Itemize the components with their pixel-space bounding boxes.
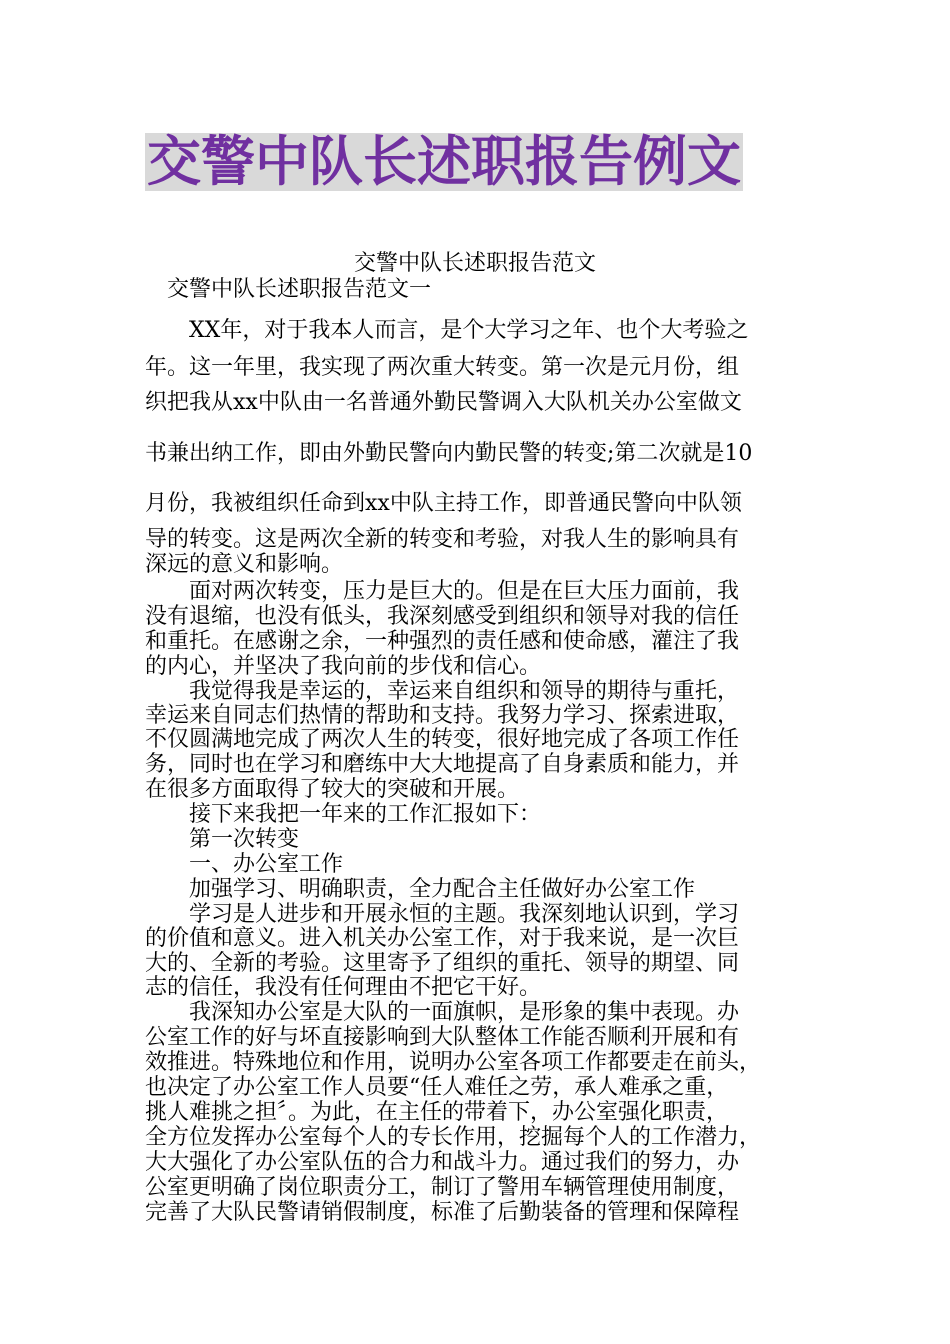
paragraph-line: XX年，对于我本人而言，是个大学习之年、也个大考验之	[189, 318, 749, 343]
paragraph-line: 公室更明确了岗位职责分工，制订了警用车辆管理使用制度，	[145, 1175, 740, 1200]
paragraph-line: 年。这一年里，我实现了两次重大转变。第一次是元月份，组	[145, 355, 740, 380]
section-heading: 交警中队长述职报告范文一	[167, 277, 432, 302]
paragraph-line: 加强学习、明确职责，全力配合主任做好办公室工作	[189, 877, 696, 902]
paragraph-line: 第一次转变	[189, 827, 300, 852]
paragraph-line: 的价值和意义。进入机关办公室工作，对于我来说，是一次巨	[145, 926, 740, 951]
paragraph-line: 一、办公室工作	[189, 852, 344, 877]
paragraph-line: 也决定了办公室工作人员要“任人难任之劳，承人难承之重，	[145, 1075, 729, 1100]
paragraph-line: 在很多方面取得了较大的突破和开展。	[145, 777, 520, 802]
paragraph-line: 接下来我把一年来的工作汇报如下：	[189, 802, 542, 827]
document-title: 交警中队长述职报告例文	[147, 130, 741, 193]
paragraph-line: 面对两次转变，压力是巨大的。但是在巨大压力面前，我	[189, 579, 740, 604]
paragraph-line: 的内心，并坚决了我向前的步伐和信心。	[145, 654, 542, 679]
paragraph-line: 完善了大队民警请销假制度，标准了后勤装备的管理和保障程	[145, 1200, 740, 1225]
paragraph-line: 务，同时也在学习和磨练中大大地提高了自身素质和能力，并	[145, 752, 740, 777]
paragraph-line: 深远的意义和影响。	[145, 552, 344, 577]
paragraph-line: 志的信任，我没有任何理由不把它干好。	[145, 975, 542, 1000]
paragraph-line: 月份，我被组织任命到xx中队主持工作，即普通民警向中队领	[145, 491, 742, 516]
paragraph-line: 挑人难挑之担〞。为此，在主任的带着下，办公室强化职责，	[145, 1100, 729, 1125]
paragraph-line: 公室工作的好与坏直接影响到大队整体工作能否顺利开展和有	[145, 1025, 740, 1050]
paragraph-line: 和重托。在感谢之余，一种强烈的责任感和使命感，灌注了我	[145, 629, 740, 654]
paragraph-line: 效推进。特殊地位和作用，说明办公室各项工作都要走在前头，	[145, 1050, 762, 1075]
paragraph-line: 导的转变。这是两次全新的转变和考验，对我人生的影响具有	[145, 527, 740, 552]
paragraph-line: 幸运来自同志们热情的帮助和支持。我努力学习、探索进取，	[145, 703, 740, 728]
paragraph-line: 不仅圆满地完成了两次人生的转变，很好地完成了各项工作任	[145, 727, 740, 752]
paragraph-line: 没有退缩，也没有低头，我深刻感受到组织和领导对我的信任	[145, 604, 740, 629]
document-body	[145, 0, 810, 1344]
paragraph-line: 学习是人进步和开展永恒的主题。我深刻地认识到，学习	[189, 902, 740, 927]
paragraph-line: 书兼出纳工作，即由外勤民警向内勤民警的转变;第二次就是10	[145, 441, 753, 466]
paragraph-line: 织把我从xx中队由一名普通外勤民警调入大队机关办公室做文	[145, 390, 742, 415]
paragraph-line: 我深知办公室是大队的一面旗帜，是形象的集中表现。办	[189, 1000, 740, 1025]
paragraph-line: 大的、全新的考验。这里寄予了组织的重托、领导的期望、同	[145, 951, 740, 976]
paragraph-line: 大大强化了办公室队伍的合力和战斗力。通过我们的努力，办	[145, 1150, 740, 1175]
document-subtitle: 交警中队长述职报告范文	[353, 251, 596, 276]
paragraph-line: 全方位发挥办公室每个人的专长作用，挖掘每个人的工作潜力，	[145, 1125, 762, 1150]
paragraph-line: 我觉得我是幸运的，幸运来自组织和领导的期待与重托，	[189, 679, 740, 704]
